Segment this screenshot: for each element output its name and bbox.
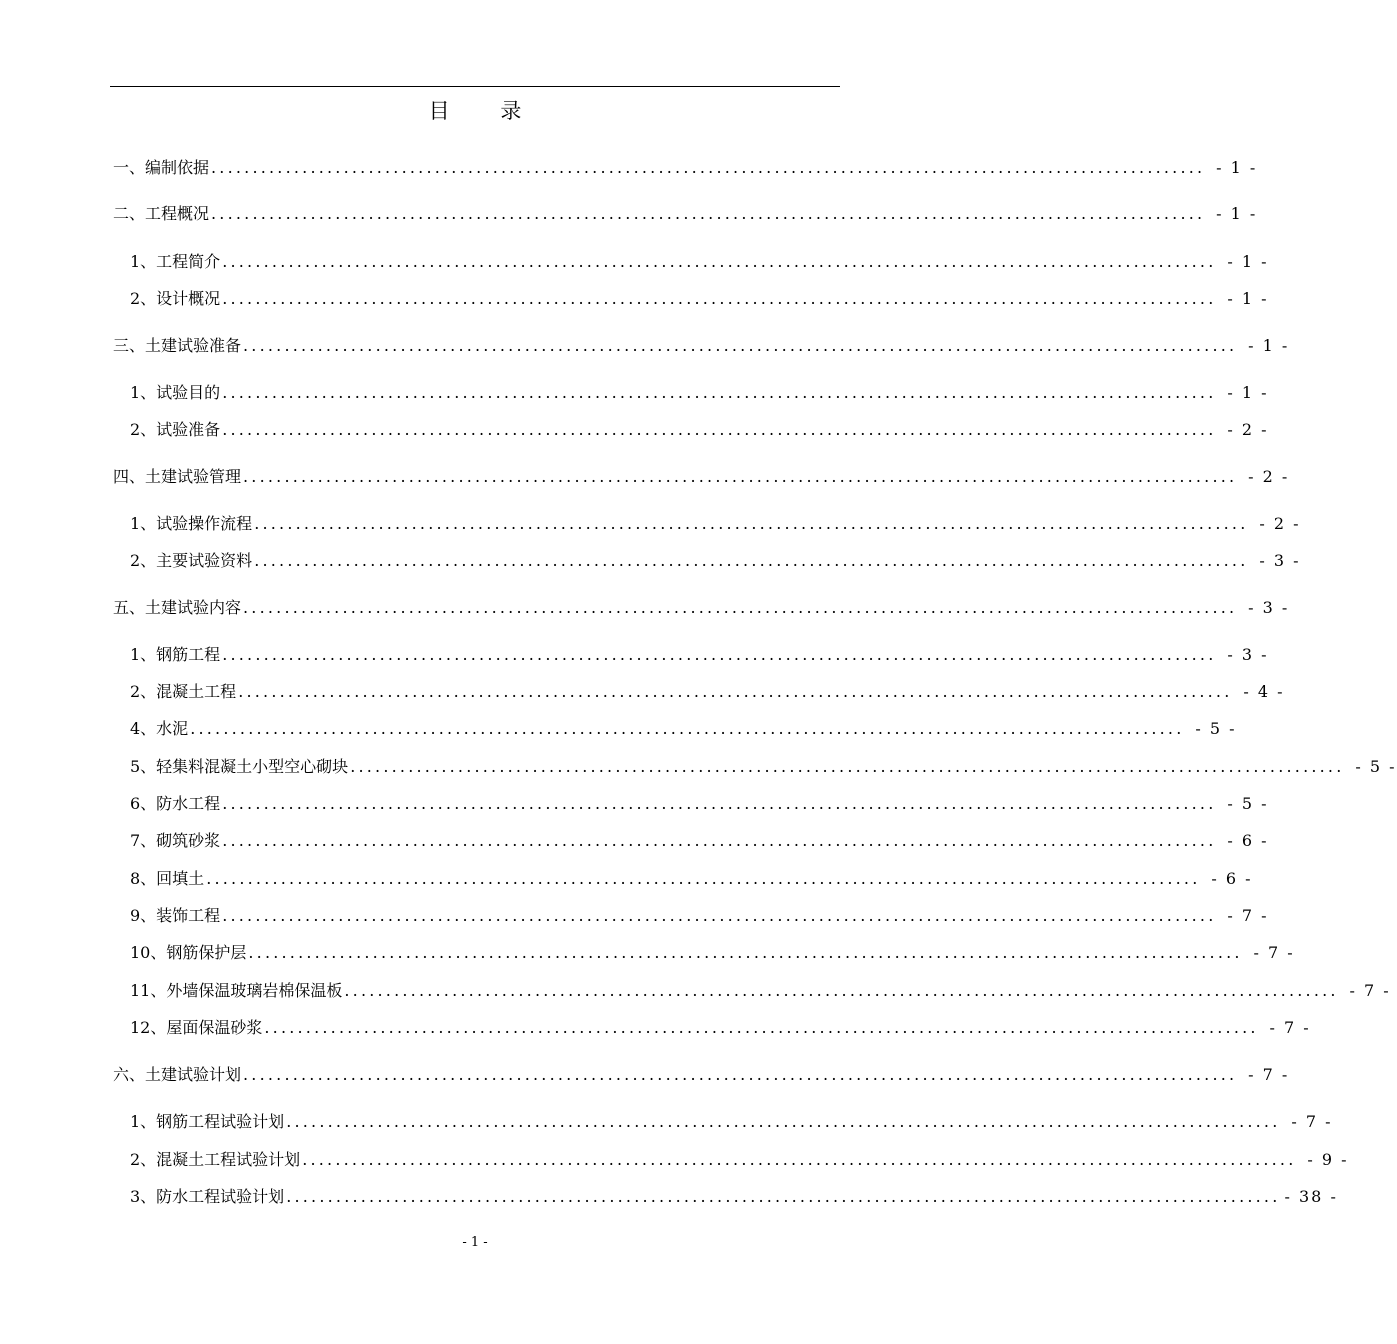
toc-dot-leader: ........................................................................................................................	[222, 252, 1217, 271]
toc-entry-1[interactable]	[113, 157, 1258, 179]
toc-dot-leader: ........................................................................................................................	[254, 514, 1249, 533]
toc-entry-label: 11、外墙保温玻璃岩棉保温板	[130, 981, 343, 1000]
toc-entry-2[interactable]	[113, 203, 1258, 225]
toc-entry-label: 2、试验准备	[130, 420, 221, 439]
toc-entry-page: - 3 -	[1259, 551, 1301, 570]
toc-entry-page: - 7 -	[1269, 1018, 1311, 1037]
toc-entry-page: - 5 -	[1355, 757, 1397, 776]
toc-dot-leader: ........................................................................................................................	[344, 981, 1339, 1000]
toc-entry-page: - 5 -	[1195, 719, 1237, 738]
toc-entry-14[interactable]	[130, 718, 1237, 740]
toc-entry-label: 六、土建试验计划	[113, 1065, 242, 1084]
toc-entry-label: 1、钢筋工程	[130, 645, 221, 664]
toc-entry-25[interactable]	[130, 1149, 1349, 1171]
toc-entry-label: 1、试验操作流程	[130, 514, 253, 533]
toc-dot-leader: ........................................................................................................................	[222, 645, 1217, 664]
toc-entry-label: 10、钢筋保护层	[130, 943, 247, 962]
toc-entry-23[interactable]	[113, 1064, 1290, 1086]
toc-entry-label: 12、屋面保温砂浆	[130, 1018, 263, 1037]
toc-entry-label: 6、防水工程	[130, 794, 221, 813]
toc-entry-page: - 1 -	[1227, 289, 1269, 308]
toc-entry-label: 2、主要试验资料	[130, 551, 253, 570]
toc-entry-7[interactable]	[130, 419, 1269, 441]
toc-entry-label: 9、装饰工程	[130, 906, 221, 925]
toc-entry-label: 一、编制依据	[113, 158, 210, 177]
toc-dot-leader: ........................................................................................................................	[243, 467, 1238, 486]
toc-entry-label: 1、钢筋工程试验计划	[130, 1112, 285, 1131]
toc-dot-leader: ........................................................................................................................	[286, 1112, 1281, 1131]
toc-entry-label: 2、设计概况	[130, 289, 221, 308]
toc-entry-label: 二、工程概况	[113, 204, 210, 223]
toc-entry-label: 1、试验目的	[130, 383, 221, 402]
toc-entry-page: - 2 -	[1248, 467, 1290, 486]
toc-dot-leader: ........................................................................................................................	[211, 158, 1206, 177]
toc-entry-3[interactable]	[130, 251, 1269, 273]
toc-entry-label: 7、砌筑砂浆	[130, 831, 221, 850]
toc-entry-page: - 2 -	[1227, 420, 1269, 439]
toc-dot-leader: ........................................................................................................................	[302, 1150, 1297, 1169]
toc-entry-26[interactable]	[130, 1186, 1338, 1208]
toc-dot-leader: ........................................................................................................................	[264, 1018, 1259, 1037]
toc-dot-leader: ........................................................................................................................	[248, 943, 1243, 962]
toc-dot-leader: ........................................................................................................................	[222, 831, 1217, 850]
toc-entry-page: - 4 -	[1243, 682, 1285, 701]
toc-entry-page: - 1 -	[1248, 336, 1290, 355]
toc-entry-22[interactable]	[130, 1017, 1311, 1039]
toc-dot-leader: ........................................................................................................................	[206, 869, 1201, 888]
toc-dot-leader: ........................................................................................................................	[222, 383, 1217, 402]
toc-dot-leader: ........................................................................................................................	[286, 1187, 1281, 1206]
toc-title: 目 录	[428, 99, 544, 123]
toc-dot-leader: ........................................................................................................................	[254, 551, 1249, 570]
toc-entry-page: - 1 -	[1227, 252, 1269, 271]
toc-entry-page: - 9 -	[1307, 1150, 1349, 1169]
toc-entry-label: 2、混凝土工程试验计划	[130, 1150, 301, 1169]
toc-dot-leader: ........................................................................................................................	[243, 336, 1238, 355]
toc-entry-4[interactable]	[130, 288, 1269, 310]
toc-dot-leader: ........................................................................................................................	[222, 906, 1217, 925]
toc-entry-21[interactable]	[130, 980, 1391, 1002]
toc-entry-16[interactable]	[130, 793, 1269, 815]
toc-entry-18[interactable]	[130, 868, 1253, 890]
toc-entry-label: 8、回填土	[130, 869, 205, 888]
toc-entry-page: - 7 -	[1349, 981, 1391, 1000]
toc-entry-17[interactable]	[130, 830, 1269, 852]
toc-entry-20[interactable]	[130, 942, 1295, 964]
toc-dot-leader: ........................................................................................................................	[243, 1065, 1238, 1084]
toc-dot-leader: ........................................................................................................................	[238, 682, 1233, 701]
toc-entry-label: 2、混凝土工程	[130, 682, 237, 701]
toc-entry-10[interactable]	[130, 550, 1301, 572]
toc-dot-leader: ........................................................................................................................	[222, 420, 1217, 439]
toc-entry-13[interactable]	[130, 681, 1285, 703]
toc-entry-12[interactable]	[130, 644, 1269, 666]
toc-entry-page: - 7 -	[1248, 1065, 1290, 1084]
toc-entry-11[interactable]	[113, 597, 1290, 619]
toc-entry-page: - 7 -	[1291, 1112, 1333, 1131]
toc-entry-label: 三、土建试验准备	[113, 336, 242, 355]
toc-dot-leader: ........................................................................................................................	[350, 757, 1345, 776]
toc-entry-9[interactable]	[130, 513, 1301, 535]
toc-entry-page: - 7 -	[1227, 906, 1269, 925]
toc-entry-label: 4、水泥	[130, 719, 189, 738]
header-rule	[110, 86, 840, 87]
toc-entry-19[interactable]	[130, 905, 1269, 927]
toc-entry-label: 四、土建试验管理	[113, 467, 242, 486]
toc-entry-label: 1、工程简介	[130, 252, 221, 271]
toc-entry-label: 3、防水工程试验计划	[130, 1187, 285, 1206]
toc-entry-label: 5、轻集料混凝土小型空心砌块	[130, 757, 349, 776]
toc-dot-leader: ........................................................................................................................	[211, 204, 1206, 223]
toc-entry-8[interactable]	[113, 466, 1290, 488]
toc-entry-page: - 3 -	[1248, 598, 1290, 617]
toc-dot-leader: ........................................................................................................................	[222, 289, 1217, 308]
toc-entry-24[interactable]	[130, 1111, 1333, 1133]
toc-entry-page: - 1 -	[1216, 204, 1258, 223]
toc-dot-leader: ........................................................................................................................	[222, 794, 1217, 813]
toc-entry-page: - 6 -	[1227, 831, 1269, 850]
toc-entry-5[interactable]	[113, 335, 1290, 357]
toc-entry-6[interactable]	[130, 382, 1269, 404]
toc-entry-page: - 7 -	[1253, 943, 1295, 962]
toc-entry-15[interactable]	[130, 756, 1397, 778]
toc-entry-page: - 38 -	[1284, 1187, 1338, 1206]
toc-entry-page: - 1 -	[1216, 158, 1258, 177]
toc-dot-leader: ........................................................................................................................	[243, 598, 1238, 617]
toc-dot-leader: ........................................................................................................................	[190, 719, 1185, 738]
toc-entry-page: - 2 -	[1259, 514, 1301, 533]
toc-entry-label: 五、土建试验内容	[113, 598, 242, 617]
toc-entry-page: - 5 -	[1227, 794, 1269, 813]
toc-entry-page: - 3 -	[1227, 645, 1269, 664]
page-number-footer: - 1 -	[462, 1235, 488, 1250]
toc-entry-page: - 1 -	[1227, 383, 1269, 402]
toc-entry-page: - 6 -	[1211, 869, 1253, 888]
